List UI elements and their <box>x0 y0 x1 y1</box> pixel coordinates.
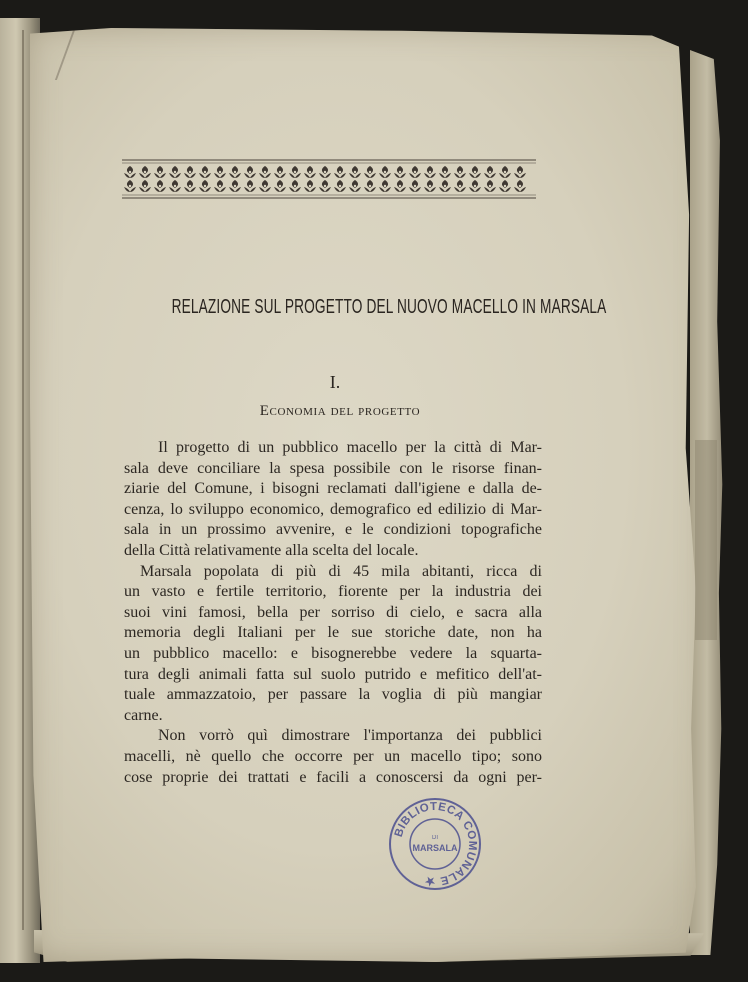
fleuron-glyph <box>124 180 136 192</box>
ornamental-band <box>122 158 536 200</box>
fleuron-glyph <box>319 180 331 192</box>
fleuron-glyph <box>334 166 346 178</box>
fleuron-glyph <box>514 166 526 178</box>
fleuron-glyph <box>394 180 406 192</box>
fleuron-glyph <box>184 166 196 178</box>
fleuron-glyph <box>154 180 166 192</box>
text-line: sala in un prossimo avvenire, e le condizioni topografiche <box>124 521 542 539</box>
fleuron-glyph <box>364 166 376 178</box>
fleuron-glyph <box>199 166 211 178</box>
text-line: carne. <box>124 706 163 724</box>
stamp-seal <box>388 797 482 891</box>
text-line: macelli, nè quello che occorre per un macello tipo; sono <box>124 747 542 765</box>
fleuron-glyph <box>424 180 436 192</box>
library-stamp <box>388 797 482 891</box>
fleuron-glyph <box>319 166 331 178</box>
fleuron-glyph <box>139 166 151 178</box>
svg-text:BIBLIOTECA COMUNALE ★: BIBLIOTECA COMUNALE ★ <box>392 800 479 888</box>
fleuron-glyph <box>514 180 526 192</box>
fleuron-glyph <box>454 180 466 192</box>
text-line: un vasto e fertile territorio, fiorente per la industria dei <box>124 583 542 601</box>
fleuron-glyph <box>229 166 241 178</box>
text-line: Il progetto di un pubblico macello per la città di Mar- <box>158 439 542 456</box>
text-line: cose proprie dei trattati e facili a conoscersi da ogni per- <box>124 768 542 786</box>
fleuron-glyph <box>469 180 481 192</box>
fleuron-glyph <box>259 180 271 192</box>
text-line: ziarie del Comune, i bisogni reclamati dall'igiene e dalla de- <box>124 480 542 498</box>
fleuron-glyph <box>199 180 211 192</box>
ornament-pattern <box>122 158 536 200</box>
section-number: I. <box>329 372 341 392</box>
body-text <box>124 438 542 788</box>
fleuron-glyph <box>184 180 196 192</box>
fleuron-glyph <box>154 166 166 178</box>
text-line: Non vorrò quì dimostrare l'importanza dei pubblici <box>158 727 542 745</box>
fleuron-glyph <box>379 180 391 192</box>
fleuron-glyph <box>379 166 391 178</box>
fleuron-glyph <box>274 166 286 178</box>
fleuron-glyph <box>259 166 271 178</box>
text-line: Marsala popolata di più di 45 mila abitanti, ricca di <box>140 562 542 580</box>
fleuron-glyph <box>289 180 301 192</box>
svg-text:DI: DI <box>432 835 438 841</box>
fleuron-glyph <box>229 180 241 192</box>
fleuron-glyph <box>169 166 181 178</box>
fleuron-glyph <box>499 180 511 192</box>
fleuron-glyph <box>394 166 406 178</box>
fleuron-glyph <box>409 166 421 178</box>
fleuron-glyph <box>454 166 466 178</box>
fleuron-glyph <box>364 180 376 192</box>
fleuron-glyph <box>439 166 451 178</box>
fleuron-glyph <box>139 180 151 192</box>
fleuron-glyph <box>469 166 481 178</box>
fleuron-glyph <box>484 166 496 178</box>
fleuron-glyph <box>214 180 226 192</box>
fleuron-glyph <box>424 166 436 178</box>
fleuron-glyph <box>244 180 256 192</box>
fleuron-glyph <box>409 180 421 192</box>
text-line: della Città relativamente alla scelta del locale. <box>124 541 419 559</box>
fleuron-glyph <box>349 166 361 178</box>
text-line: memoria degli Italiani per le sue storiche date, non ha <box>124 624 542 642</box>
text-line: tura degli animali fatta sul suolo putrido e mefitico dell'at- <box>124 665 542 683</box>
fleuron-glyph <box>304 180 316 192</box>
fleuron-glyph <box>349 180 361 192</box>
fleuron-glyph <box>124 166 136 178</box>
text-line: cenza, lo sviluppo economico, demografico ed edilizio di Mar- <box>124 500 542 518</box>
svg-text:MARSALA: MARSALA <box>412 843 458 853</box>
text-line: un pubblico macello: e bisognerebbe vedere la squarta- <box>124 644 542 662</box>
text-line: sala deve conciliare la spesa possibile con le risorse finan- <box>124 459 542 477</box>
fleuron-glyph <box>334 180 346 192</box>
fleuron-glyph <box>244 166 256 178</box>
text-line: tuale ammazzatoio, per passare la voglia di più mangiar <box>124 686 542 704</box>
fleuron-glyph <box>289 166 301 178</box>
fleuron-glyph <box>274 180 286 192</box>
fleuron-glyph <box>214 166 226 178</box>
binding-fold <box>22 30 24 930</box>
text-line: suoi vini famosi, bella per sorriso di cielo, e sacra alla <box>124 603 542 621</box>
fleuron-glyph <box>304 166 316 178</box>
fleuron-glyph <box>484 180 496 192</box>
section-title: Economia del progetto <box>259 403 421 419</box>
fleuron-glyph <box>499 166 511 178</box>
fleuron-glyph <box>169 180 181 192</box>
page-title: RELAZIONE SUL PROGETTO DEL NUOVO MACELLO IN MARSALA <box>171 296 607 319</box>
fleuron-glyph <box>439 180 451 192</box>
right-edge-shadow <box>695 440 717 640</box>
